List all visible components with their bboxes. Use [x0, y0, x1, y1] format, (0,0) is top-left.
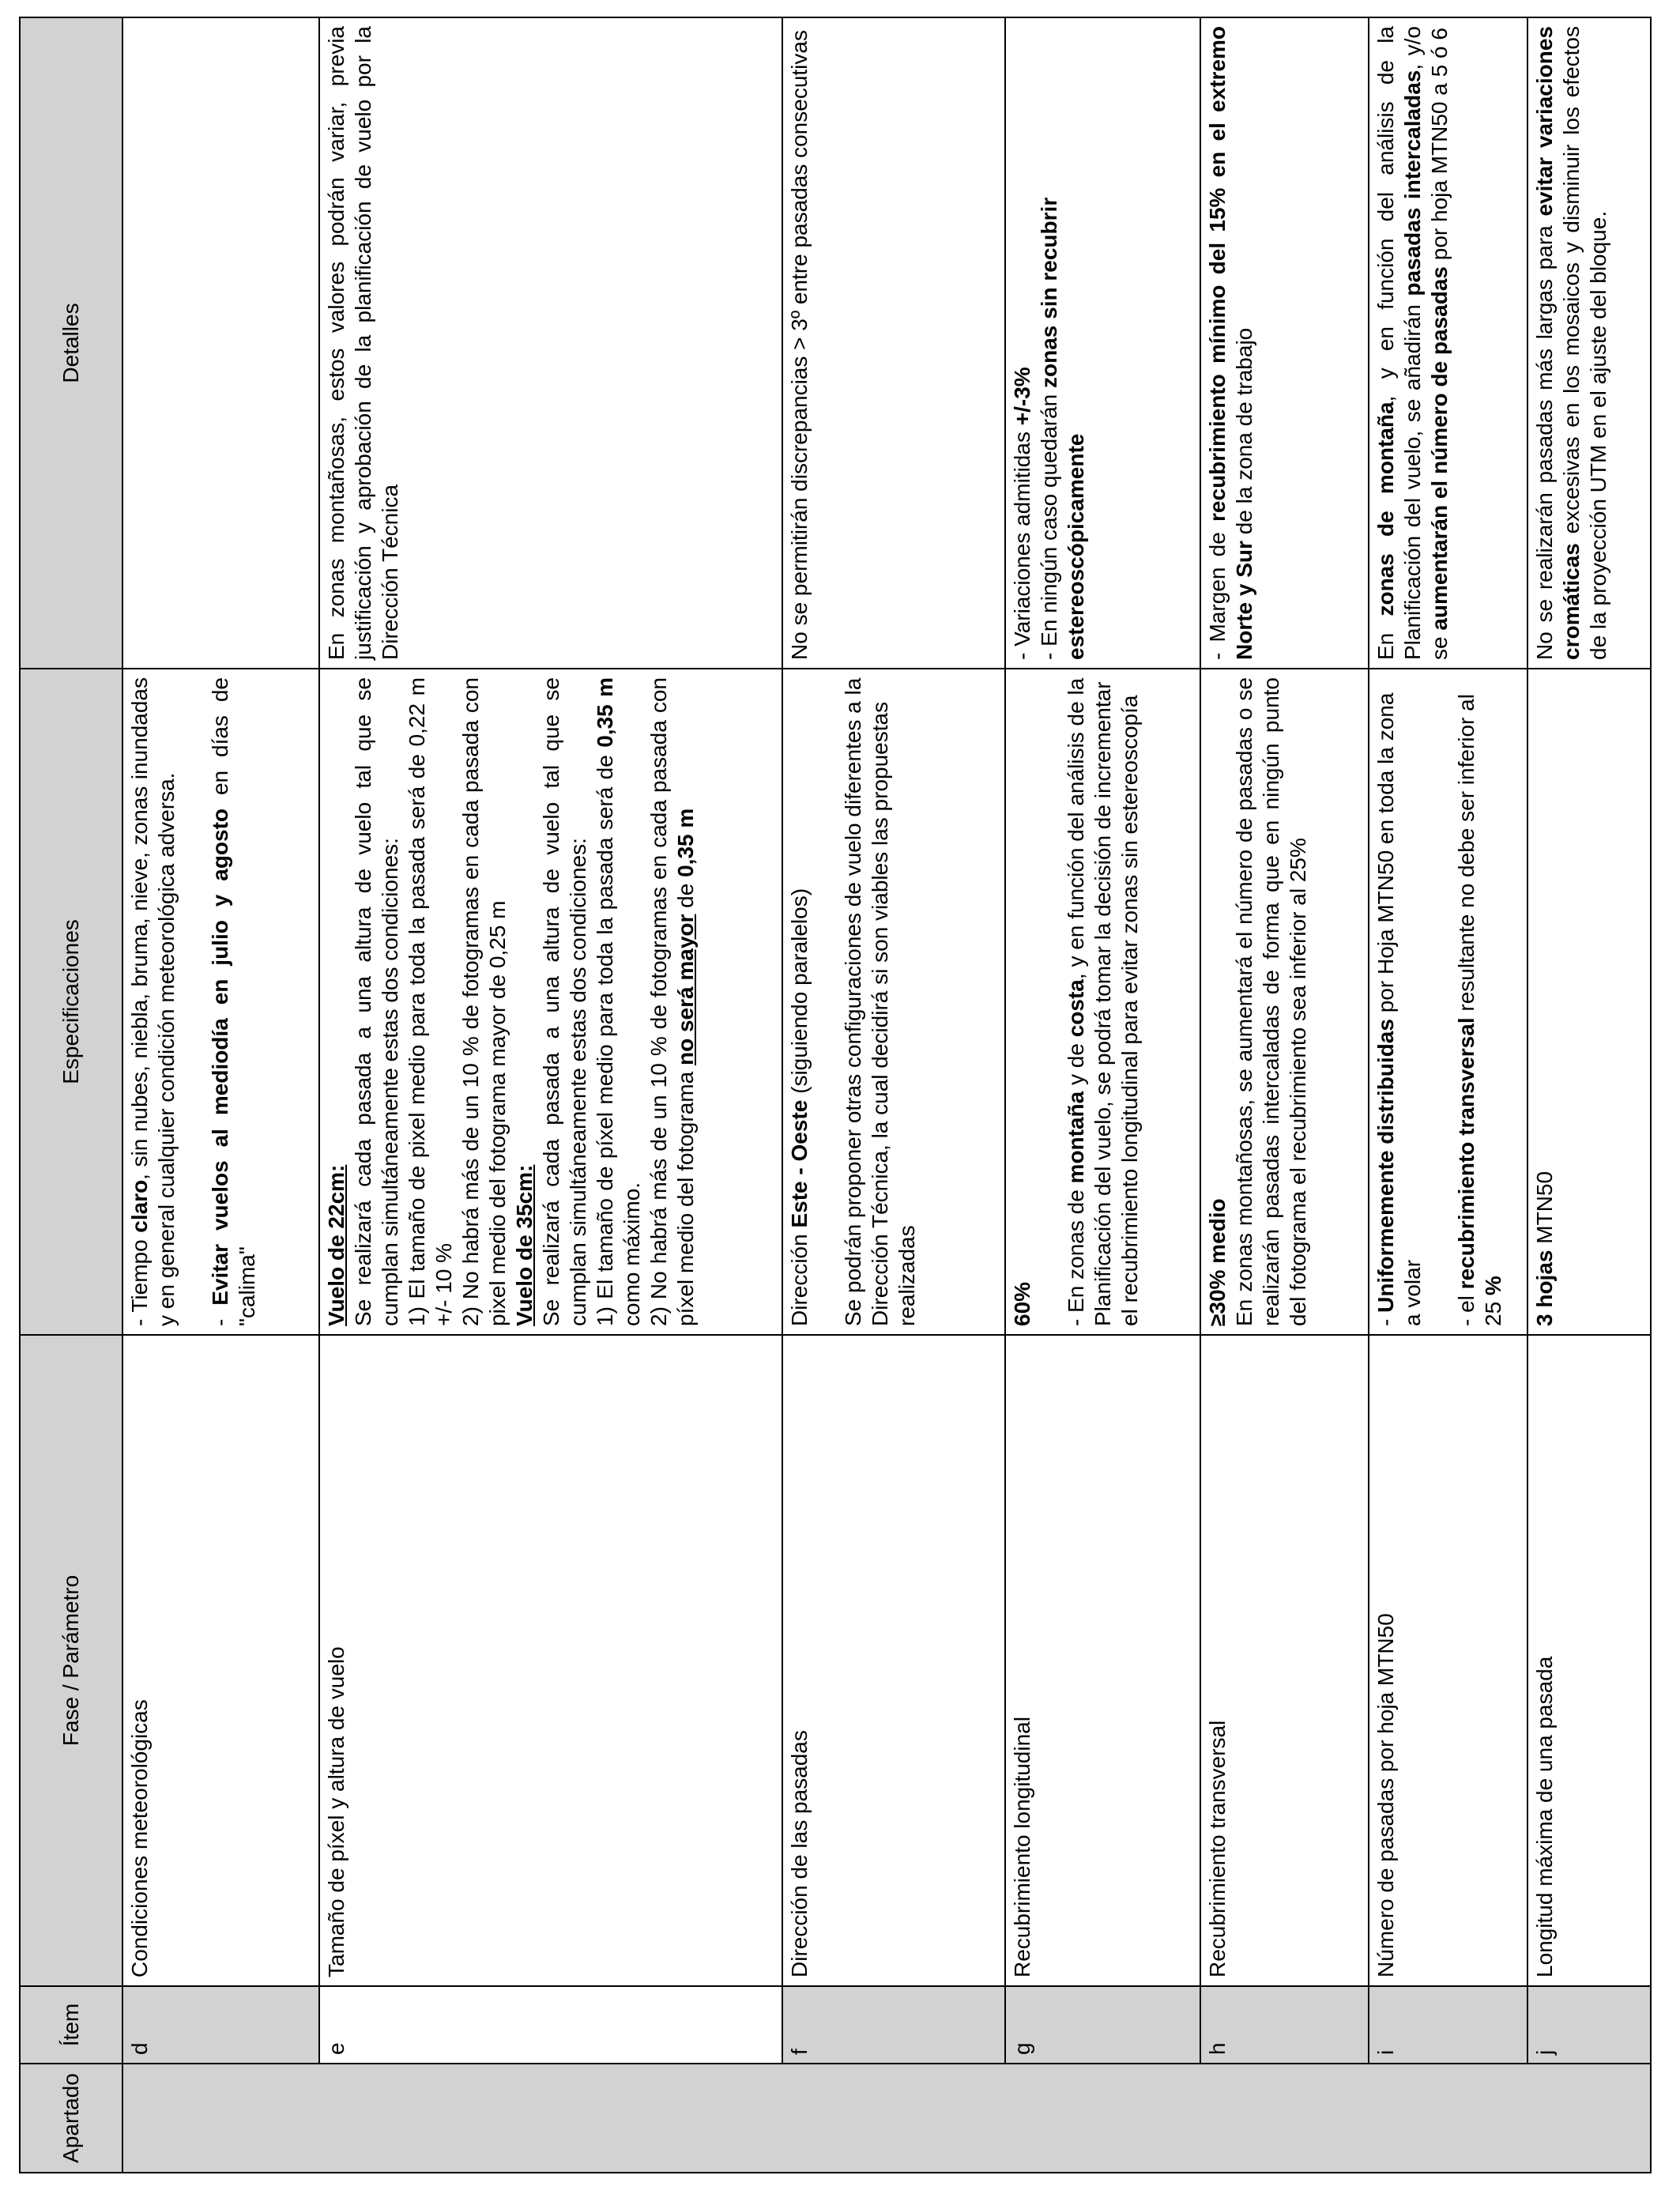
spec-paragraph: - Evitar vuelos al mediodía en julio y agosto en días de "calima" — [208, 677, 259, 1326]
specifications-table — [19, 17, 1652, 2173]
item-cell: d — [122, 1986, 319, 2064]
table-row-f — [782, 17, 1005, 2173]
spec-paragraph: Dirección Este - Oeste (siguiendo paralelos) — [787, 888, 812, 1326]
spec-paragraph: - Tiempo claro, sin nubes, niebla, bruma, nieve, zonas inundadas y en general cualquier condición meteorológica adversa. — [127, 677, 179, 1326]
fase-cell: Condiciones meteorológicas — [122, 1335, 319, 1986]
spec-paragraph: 1) El tamaño de pixel medio para toda la pasada será de 0,22 m +/- 10 % — [405, 677, 456, 1326]
spec-cell — [122, 669, 319, 1335]
spec-cell — [1200, 669, 1369, 1335]
item-cell: j — [1527, 1986, 1651, 2064]
fase-cell: Recubrimiento transversal — [1200, 1335, 1369, 1986]
fase-cell: Número de pasadas por hoja MTN50 — [1369, 1335, 1527, 1986]
header-item: Ítem — [20, 1986, 122, 2064]
spec-paragraph: Se realizará cada pasada a una altura de vuelo tal que se cumplan simultáneamente estas dos condiciones: — [351, 677, 402, 1326]
item-cell: h — [1200, 1986, 1369, 2064]
spec-paragraph: 2) No habrá más de un 10 % de fotogramas en cada pasada con píxel medio del fotograma no será mayor de 0,35 m — [646, 677, 698, 1326]
item-cell: g — [1005, 1986, 1200, 2064]
spec-cell: 3 hojas MTN50 — [1527, 669, 1651, 1335]
spec-paragraph: 60% — [1010, 1281, 1035, 1326]
spec-paragraph: - Uniformemente distribuidas por Hoja MTN50 en toda la zona a volar — [1373, 692, 1426, 1326]
detalles-cell — [122, 17, 319, 669]
apartado-cell — [122, 2064, 1651, 2173]
header-apartado: Apartado — [20, 2064, 122, 2173]
header-detalles: Detalles — [20, 17, 122, 669]
detalles-cell: No se realizarán pasadas más largas para evitar variaciones cromáticas excesivas en los mosaicos y disminuir los efectos de la proyección UTM en el ajuste del bloque. — [1527, 17, 1651, 669]
det-paragraph: - Variaciones admitidas +/-3% — [1010, 367, 1035, 660]
spec-cell — [319, 669, 782, 1335]
spec-cell — [1005, 669, 1200, 1335]
spec-cell — [782, 669, 1005, 1335]
item-cell: i — [1369, 1986, 1527, 2064]
detalles-cell: En zonas montañosas, estos valores podrán variar, previa justificación y aprobación de la planificación de vuelo por la Dirección Técnica — [319, 17, 782, 669]
detalles-cell — [1005, 17, 1200, 669]
fase-cell: Tamaño de píxel y altura de vuelo — [319, 1335, 782, 1986]
det-paragraph: - En ningún caso quedarán zonas sin recubrir estereoscópicamente — [1037, 197, 1089, 660]
spec-cell — [1369, 669, 1527, 1335]
table-row-j — [1527, 17, 1651, 2173]
detalles-cell: No se permitirán discrepancias > 3º entre pasadas consecutivas — [782, 17, 1005, 669]
table-row-i — [1369, 17, 1527, 2173]
fase-cell: Recubrimiento longitudinal — [1005, 1335, 1200, 1986]
spec-paragraph: 2) No habrá más de un 10 % de fotogramas en cada pasada con pixel medio del fotograma mayor de 0,25 m — [458, 677, 510, 1326]
spec-paragraph: ≥30% medio — [1205, 1198, 1230, 1326]
spec-paragraph: Se podrán proponer otras configuraciones de vuelo diferentes a la Dirección Técnica, la cual decidirá si son viables las propuestas realizadas — [841, 677, 920, 1326]
item-cell: e — [319, 1986, 782, 2064]
spec-paragraph: - el recubrimiento transversal resultante no debe ser inferior al 25 % — [1454, 694, 1506, 1326]
fase-cell: Dirección de las pasadas — [782, 1335, 1005, 1986]
item-cell: f — [782, 1986, 1005, 2064]
table-row-h — [1200, 17, 1369, 2173]
detalles-cell: En zonas de montaña, y en función del análisis de la Planificación del vuelo, se añadirán pasadas intercaladas, y/o se aumentarán el número de pasadas por hoja MTN50 a 5 ó 6 — [1369, 17, 1527, 669]
fase-cell: Longitud máxima de una pasada — [1527, 1335, 1651, 1986]
header-especificaciones: Especificaciones — [20, 669, 122, 1335]
header-row — [20, 17, 122, 2173]
spec-paragraph: - En zonas de montaña y de costa, y en función del análisis de la Planificación del vuelo, se podrá tomar la decisión de incrementar el recubrimiento longitudinal para evitar zonas sin estereoscopía — [1064, 677, 1143, 1326]
table-row-e — [319, 17, 782, 2173]
spec-paragraph: 1) El tamaño de píxel medio para toda la pasada será de 0,35 m como máximo. — [593, 677, 644, 1326]
table-row-g — [1005, 17, 1200, 2173]
table-row-d — [122, 17, 319, 2173]
header-fase: Fase / Parámetro — [20, 1335, 122, 1986]
spec-paragraph: Se realizará cada pasada a una altura de vuelo tal que se cumplan simultáneamente estas dos condiciones: — [539, 677, 590, 1326]
spec-paragraph: En zonas montañosas, se aumentará el número de pasadas o se realizarán pasadas intercaladas de forma que en ningún punto del fotograma el recubrimiento sea inferior al 25% — [1232, 677, 1311, 1326]
detalles-cell: - Margen de recubrimiento mínimo del 15% en el extremo Norte y Sur de la zona de trabajo — [1200, 17, 1369, 669]
vuelo-22-heading: Vuelo de 22cm: — [324, 1164, 348, 1326]
vuelo-35-heading: Vuelo de 35cm: — [512, 1164, 537, 1326]
